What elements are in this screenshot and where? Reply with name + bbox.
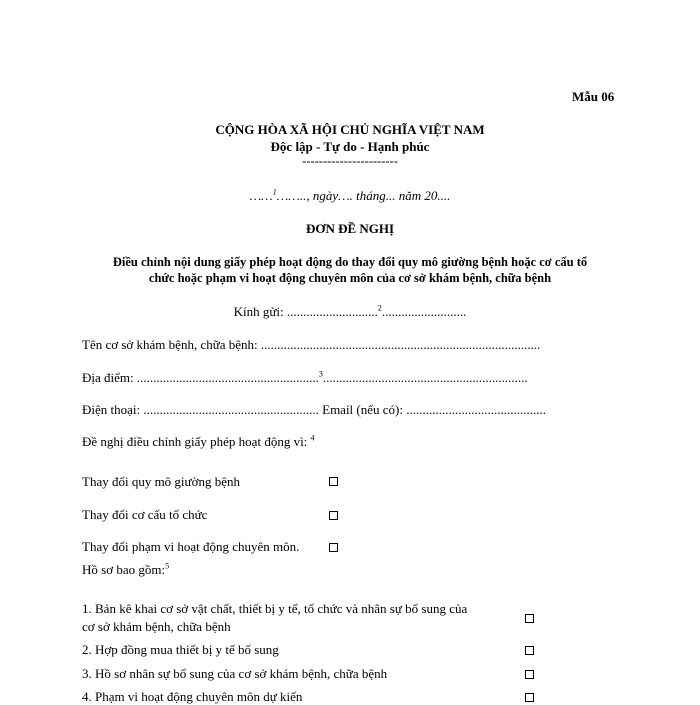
national-motto: Độc lập - Tự do - Hạnh phúc — [270, 139, 430, 154]
header-separator: ----------------------- — [302, 154, 398, 168]
request-reason-heading — [82, 434, 315, 450]
recipient-label: Kính gửi: ............................ — [233, 304, 378, 319]
footnote-marker: 3 — [318, 369, 323, 379]
request-label: Đề nghị điều chỉnh giấy phép hoạt động vì: — [82, 434, 308, 449]
reason-bed-scale-checkbox[interactable] — [329, 477, 338, 486]
address-field — [82, 370, 528, 386]
footnote-marker: 2 — [377, 303, 382, 313]
dossier-item-3-checkbox[interactable] — [525, 670, 534, 679]
address-suffix: ............................................................... — [322, 370, 528, 385]
footnote-marker: 4 — [310, 433, 315, 443]
reason-org-structure-checkbox[interactable] — [329, 511, 338, 520]
place-date-suffix: …….., ngày…. tháng... năm 20.... — [276, 188, 451, 203]
recipient-suffix: .......................... — [381, 304, 467, 319]
reason-scope: Thay đổi phạm vi hoạt động chuyên môn. — [82, 539, 300, 554]
subtitle-line-2: chức hoặc phạm vi hoạt động chuyên môn của cơ sở khám bệnh, chữa bệnh — [148, 271, 552, 285]
phone-email-field: Điện thoại: ...................................................... Email (nếu có): ........................................... — [82, 402, 546, 417]
place-date-prefix: …… — [249, 188, 273, 203]
dossier-item-4-checkbox[interactable] — [525, 693, 534, 702]
place-date-line — [0, 188, 700, 204]
dossier-label: Hồ sơ bao gồm: — [82, 562, 166, 577]
dossier-item-2-checkbox[interactable] — [525, 646, 534, 655]
footnote-marker: 5 — [165, 561, 170, 571]
document-title: ĐƠN ĐỀ NGHỊ — [305, 221, 395, 236]
recipient-line — [0, 304, 700, 320]
reason-scope-checkbox[interactable] — [329, 543, 338, 552]
footnote-marker: 1 — [272, 187, 277, 197]
address-label: Địa điểm: ........................................................ — [82, 370, 319, 385]
dossier-item-3: 3. Hồ sơ nhân sự bổ sung của cơ sở khám bệnh, chữa bệnh — [82, 666, 388, 681]
country-name: CỘNG HÒA XÃ HỘI CHỦ NGHĨA VIỆT NAM — [215, 122, 485, 137]
dossier-item-2: 2. Hợp đồng mua thiết bị y tế bổ sung — [82, 642, 279, 657]
dossier-item-4: 4. Phạm vi hoạt động chuyên môn dự kiến — [82, 689, 303, 704]
dossier-item-1-line-1: 1. Bản kê khai cơ sở vật chất, thiết bị y tế, tổ chức và nhân sự bổ sung của — [82, 601, 468, 616]
dossier-item-1-line-2: cơ sở khám bệnh, chữa bệnh — [82, 619, 231, 634]
facility-name-field: Tên cơ sở khám bệnh, chữa bệnh: ...................................................................................... — [82, 337, 541, 352]
form-code: Mẫu 06 — [572, 89, 615, 104]
subtitle-line-1: Điều chỉnh nội dung giấy phép hoạt động do thay đổi quy mô giường bệnh hoặc cơ cấu tổ — [112, 255, 588, 269]
reason-org-structure: Thay đổi cơ cấu tổ chức — [82, 507, 208, 522]
reason-bed-scale: Thay đổi quy mô giường bệnh — [82, 474, 240, 489]
dossier-item-1-checkbox[interactable] — [525, 614, 534, 623]
dossier-heading — [82, 562, 169, 578]
